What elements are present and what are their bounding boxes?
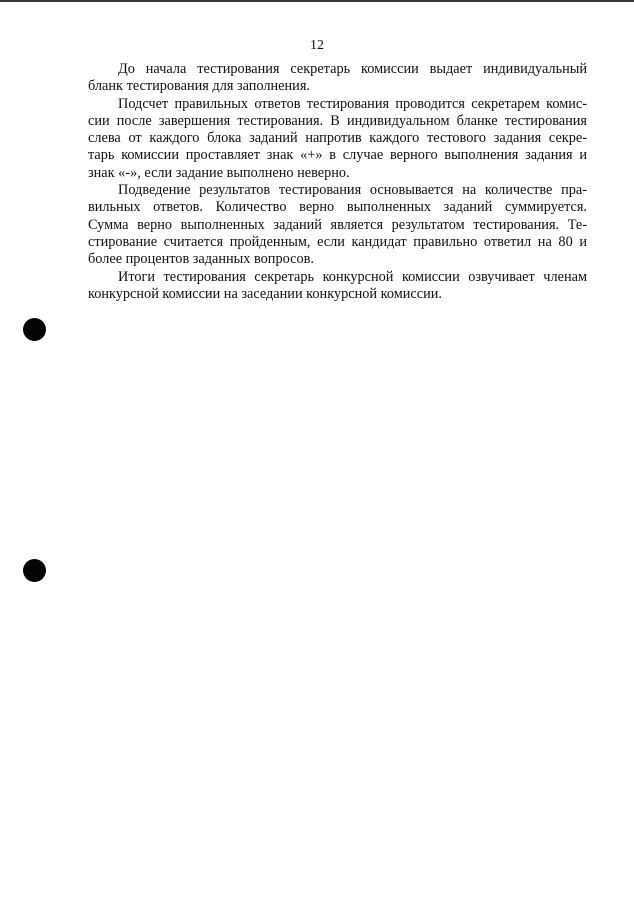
paragraph-2 — [88, 96, 587, 182]
document-body — [88, 61, 587, 303]
text-line: знак «-», если задание выполнено неверно. — [88, 164, 350, 181]
scan-top-edge — [0, 0, 634, 2]
page-number: 12 — [310, 38, 324, 53]
paragraph-4 — [88, 269, 587, 304]
text-line: конкурсной комиссии на заседании конкурсной комиссии. — [88, 285, 442, 302]
text-line: Подсчет правильных ответов тестирования проводится секретарем комис- — [118, 95, 587, 112]
punch-hole — [23, 318, 46, 341]
text-line: Итоги тестирования секретарь конкурсной комиссии озвучивает членам — [118, 268, 587, 285]
paragraph-1 — [88, 61, 587, 96]
text-line: До начала тестирования секретарь комиссии выдает индивидуальный — [118, 61, 587, 77]
punch-hole — [23, 559, 46, 582]
text-line: вильных ответов. Количество верно выполненных заданий суммируется. — [88, 199, 587, 216]
text-line: тарь комиссии проставляет знак «+» в случае верного выполнения задания и — [88, 147, 587, 164]
text-line: бланк тестирования для заполнения. — [88, 78, 310, 95]
paragraph-3 — [88, 182, 587, 268]
text-line: стирование считается пройденным, если кандидат правильно ответил на 80 и — [88, 233, 587, 250]
text-line: Подведение результатов тестирования основывается на количестве пра- — [118, 182, 587, 199]
text-line: Сумма верно выполненных заданий является результатом тестирования. Те- — [88, 216, 587, 233]
text-line: более процентов заданных вопросов. — [88, 251, 314, 268]
text-line: сии после завершения тестирования. В индивидуальном бланке тестирования — [88, 112, 587, 129]
text-line: слева от каждого блока заданий напротив каждого тестового задания секре- — [88, 130, 587, 147]
